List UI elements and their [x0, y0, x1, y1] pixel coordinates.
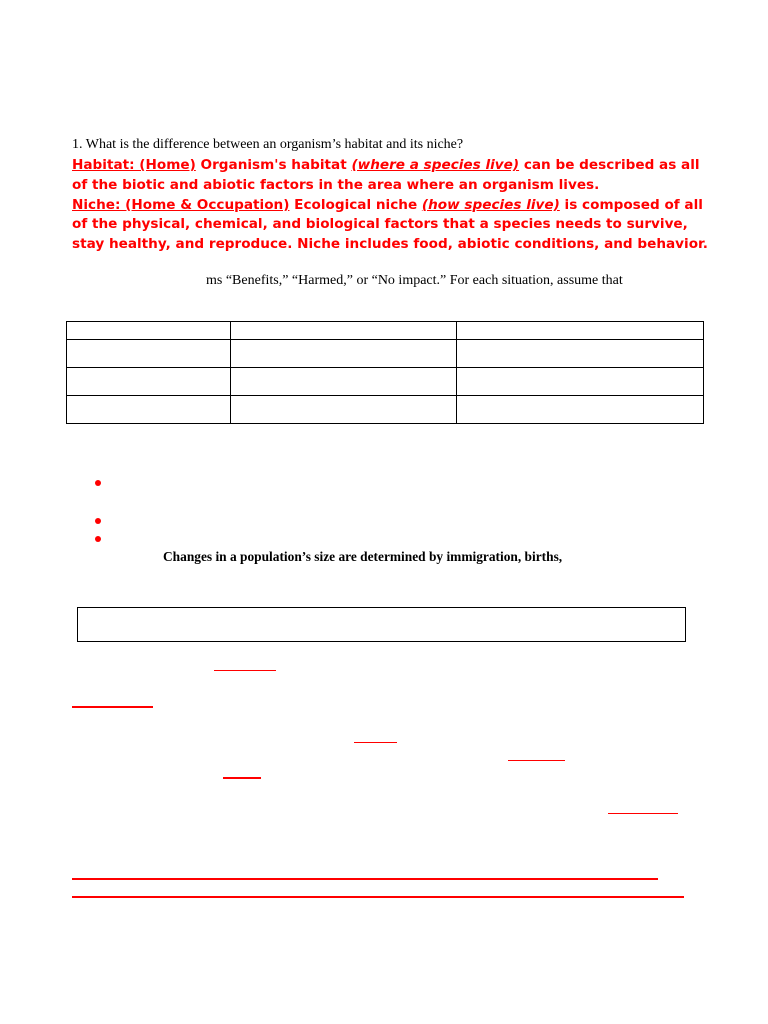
fill-in-blank	[72, 706, 153, 708]
table-cell	[457, 368, 704, 396]
table-row	[67, 322, 704, 340]
table-cell	[67, 368, 231, 396]
habitat-lead: Organism's habitat	[195, 157, 352, 173]
table-cell	[457, 340, 704, 368]
table-row	[67, 396, 704, 424]
habitat-rest: can be described as all of the biotic and abiotic factors in the area where an organism lives.	[72, 157, 700, 193]
habitat-emphasis: (where a species live)	[351, 157, 520, 173]
instructions-fragment: ms “Benefits,” “Harmed,” or “No impact.” For each situation, assume that	[206, 273, 623, 288]
bullet-dot	[95, 480, 101, 486]
niche-rest: is composed of all of the physical, chemical, and biological factors that a species needs to survive, stay healthy, and reproduce. Niche includes food, abiotic conditions, and behavior.	[72, 196, 708, 253]
habitat-answer	[72, 156, 712, 196]
table-cell	[231, 396, 457, 424]
table-cell	[231, 368, 457, 396]
bullet-dot	[95, 518, 101, 524]
table-cell	[457, 322, 704, 340]
table-row	[67, 368, 704, 396]
fill-in-blank	[214, 670, 276, 671]
habitat-label: Habitat: (Home)	[72, 157, 196, 173]
niche-lead: Ecological niche	[289, 196, 422, 213]
population-size-statement: Changes in a population’s size are determined by immigration, births,	[163, 549, 563, 564]
fill-in-blank	[608, 813, 678, 814]
fill-in-blank	[223, 777, 261, 779]
table-cell	[67, 340, 231, 368]
relationship-table	[66, 321, 704, 424]
answer-line	[72, 896, 684, 898]
table-cell	[231, 340, 457, 368]
question-1-prompt: 1. What is the difference between an organism’s habitat and its niche?	[72, 137, 464, 152]
niche-emphasis: (how species live)	[421, 196, 560, 213]
table-cell	[67, 396, 231, 424]
niche-label: Niche: (Home & Occupation)	[72, 196, 290, 213]
table-cell	[231, 322, 457, 340]
table-cell	[457, 396, 704, 424]
fill-in-blank	[354, 742, 397, 743]
fill-in-blank	[508, 760, 565, 761]
answer-box	[77, 607, 686, 642]
question-1-answer	[72, 156, 712, 255]
table-cell	[67, 322, 231, 340]
bullet-dot	[95, 536, 101, 542]
niche-answer	[72, 196, 712, 255]
table-row	[67, 340, 704, 368]
answer-line	[72, 878, 658, 880]
